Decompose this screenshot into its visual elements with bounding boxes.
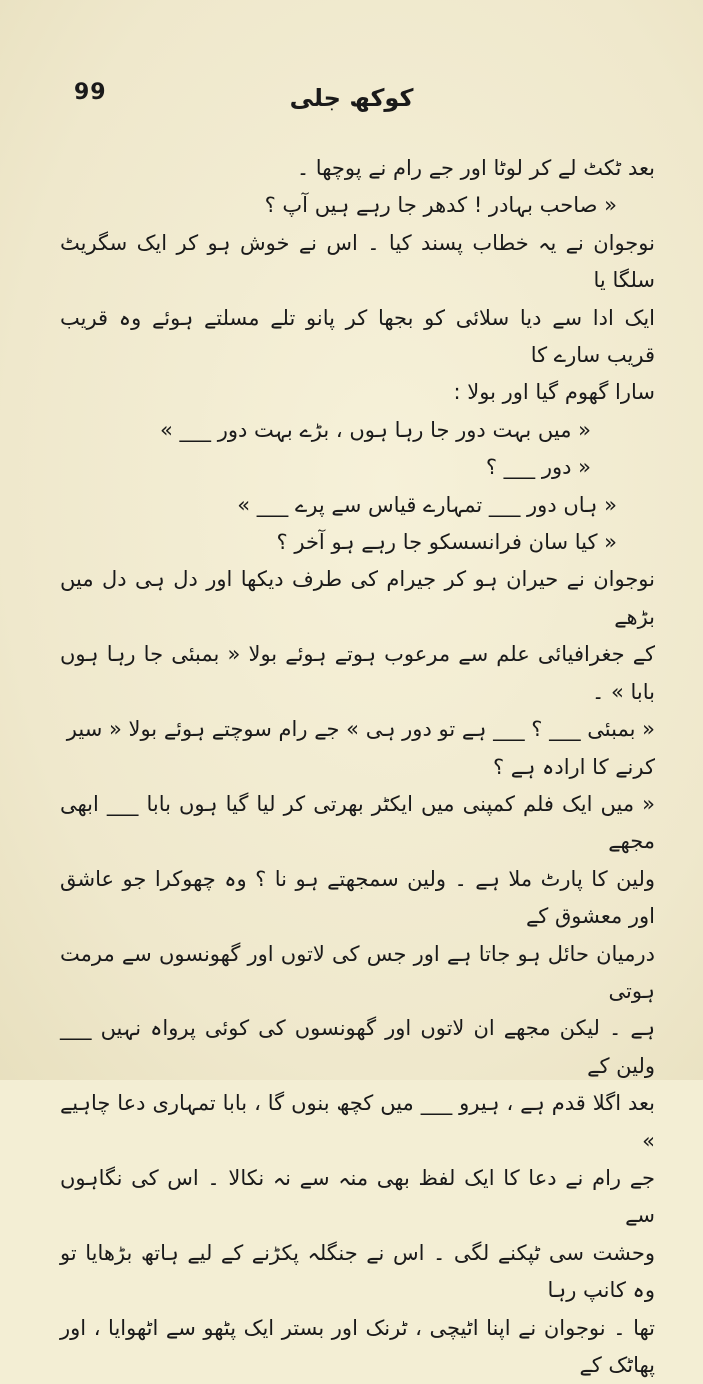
text-line: « بمبئی ___ ؟ ___ ہے تو دور ہی » جے رام سوچتے ہوئے بولا « سیر [66, 717, 655, 742]
page-number: 99 [74, 80, 107, 105]
text-line: نوجوان نے یہ خطاب پسند کیا ۔ اس نے خوش ہو کر ایک سگریٹ سلگا یا [60, 230, 655, 293]
running-title: کوکھ جلی [289, 84, 414, 112]
text-line: جے رام نے دعا کا ایک لفظ بھی منہ سے نہ نکالا ۔ اس کی نگاہوں سے [60, 1165, 655, 1228]
text-line: « ہاں دور ___ تمہارے قیاس سے پرے ___ » [237, 492, 617, 517]
text-line: سارا گھوم گیا اور بولا : [453, 380, 655, 405]
text-line: بعد ٹکٹ لے کر لوٹا اور جے رام نے پوچھا ۔ [296, 156, 655, 180]
text-line: درمیان حائل ہو جاتا ہے اور جس کی لاتوں اور گھونسوں سے مرمت ہوتی [60, 941, 655, 1003]
text-line: ولین کا پارٹ ملا ہے ۔ ولین سمجھتے ہو نا ؟ وہ چھوکرا جو عاشق اور معشوق کے [60, 866, 655, 929]
text-line: « صاحب بہادر ! کدھر جا رہے ہیں آپ ؟ [264, 193, 617, 218]
text-line: « دور ___ ؟ [485, 455, 591, 480]
text-line: نوجوان نے حیران ہو کر جیرام کی طرف دیکھا اور دل ہی دل میں بڑھے [60, 567, 655, 629]
text-line: تھا ۔ نوجوان نے اپنا اٹیچی ، ٹرنک اور بستر ایک پٹھو سے اٹھوایا ، اور پھاٹک کے [60, 1315, 655, 1377]
body-text [60, 150, 655, 1384]
text-line: « میں ایک فلم کمپنی میں ایکٹر بھرتی کر لیا گیا ہوں بابا ___ ابھی مجھے [60, 791, 655, 854]
text-line: بعد اگلا قدم ہے ، ہیرو ___ میں کچھ بنوں گا ، بابا تمہاری دعا چاہیے » [60, 1091, 655, 1153]
text-line: ایک ادا سے دیا سلائی کو بجھا کر پانو تلے مسلتے ہوئے وہ قریب قریب سارے کا [60, 305, 655, 368]
text-line: « میں بہت دور جا رہا ہوں ، بڑے بہت دور ___ » [160, 417, 591, 442]
text-line: کے جغرافیائی علم سے مرعوب ہوتے ہوئے بولا « بمبئی جا رہا ہوں بابا » ۔ [60, 642, 655, 704]
text-line: ہے ۔ لیکن مجھے ان لاتوں اور گھونسوں کی کوئی پرواہ نہیں ___ ولین کے [60, 1016, 655, 1078]
text-line: کرنے کا ارادہ ہے ؟ [492, 754, 655, 779]
text-line: وحشت سی ٹپکنے لگی ۔ اس نے جنگلہ پکڑنے کے لیے ہاتھ بڑھایا تو وہ کانپ رہا [60, 1240, 655, 1303]
text-line: « کیا سان فرانسسکو جا رہے ہو آخر ؟ [276, 530, 617, 555]
